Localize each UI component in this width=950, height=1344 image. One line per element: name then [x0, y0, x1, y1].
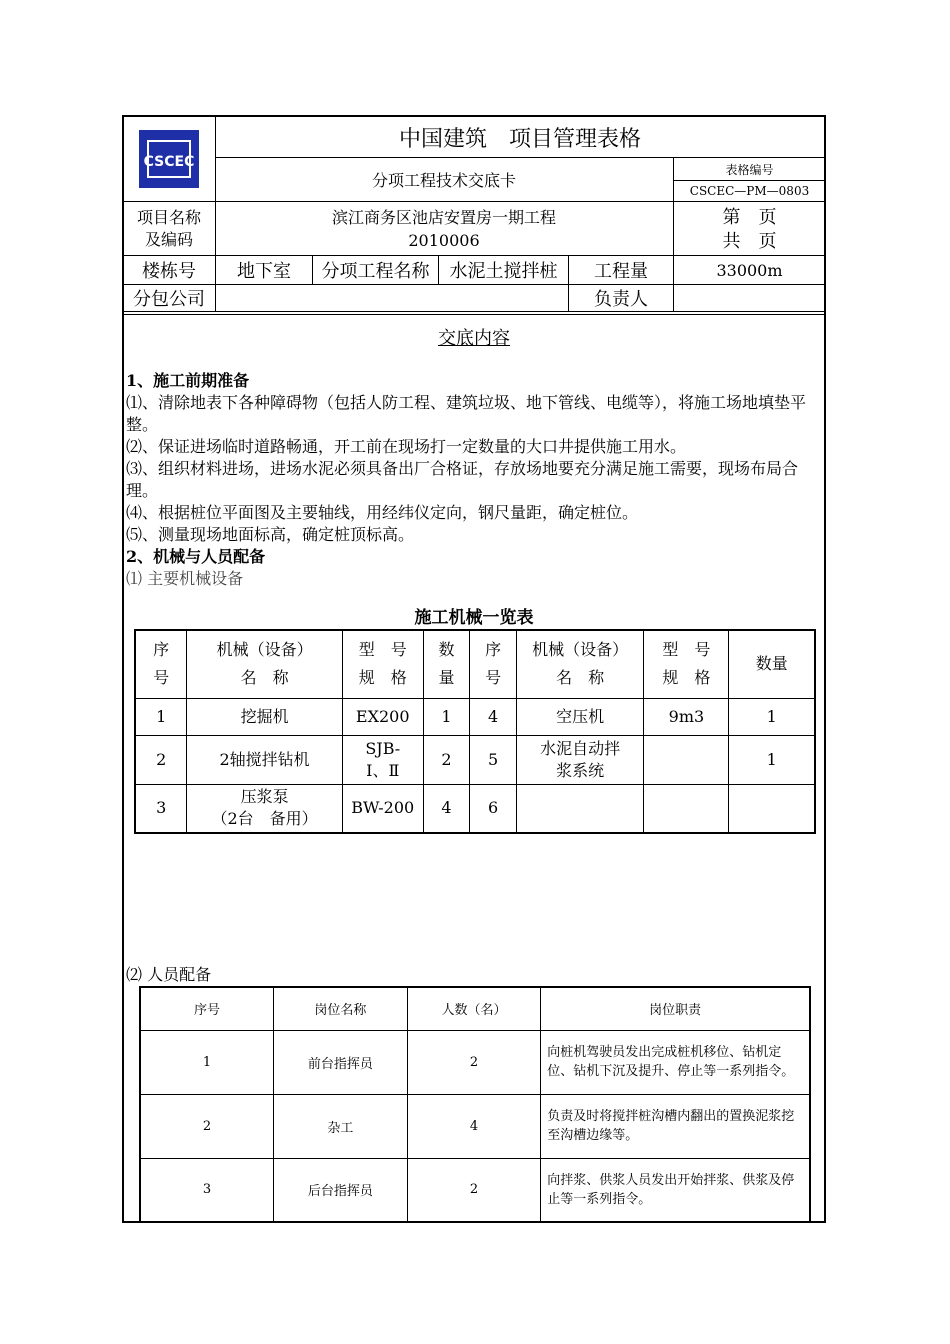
- prep-item-4: ⑷、根据桩位平面图及主要轴线，用经纬仪定向，钢尺量距，确定桩位。: [126, 503, 639, 522]
- table-row: [135, 735, 815, 784]
- header-cell: 机械（设备） 名 称: [187, 630, 342, 698]
- page-total: 共 页: [722, 231, 777, 252]
- project-name: 滨江商务区池店安置房一期工程: [331, 207, 556, 227]
- table-row: [140, 1158, 810, 1222]
- table-cell: 挖掘机: [187, 698, 342, 735]
- table-cell: 4: [470, 698, 517, 735]
- table-cell: 2轴搅拌钻机: [187, 735, 342, 784]
- page-number: 第 页: [722, 207, 777, 228]
- header-cell: 型 号 规 格: [342, 630, 423, 698]
- table-cell: 2: [407, 1158, 541, 1222]
- staff-table: [139, 986, 811, 1223]
- table-cell: 2: [135, 735, 187, 784]
- table-row: [135, 698, 815, 735]
- table-cell: 水泥自动拌 浆系统: [516, 735, 644, 784]
- header-cell: 序 号: [470, 630, 517, 698]
- machine-subheading: ⑴ 主要机械设备: [126, 569, 244, 588]
- header-cell: 岗位职责: [541, 987, 810, 1030]
- cscec-logo-mark-icon: [144, 137, 194, 181]
- building-label: 楼栋号: [142, 261, 196, 282]
- table-row: [140, 1030, 810, 1094]
- machine-table: [134, 629, 816, 834]
- table-cell: 向桩机驾驶员发出完成桩机移位、钻机定位、钻机下沉及提升、停止等一系列指令。: [541, 1030, 810, 1094]
- table-cell: 压浆泵 （2台 备用）: [187, 784, 342, 833]
- divider: [123, 311, 825, 312]
- table-cell: 3: [135, 784, 187, 833]
- responsible-value: [674, 285, 825, 311]
- table-cell: 2: [407, 1030, 541, 1094]
- header-cell: 岗位名称: [274, 987, 408, 1030]
- divider: [123, 314, 825, 315]
- table-cell: EX200: [342, 698, 423, 735]
- header-cell: 人数（名）: [407, 987, 541, 1030]
- table-cell: [729, 784, 815, 833]
- table-cell: 1: [729, 735, 815, 784]
- responsible-label: 负责人: [594, 289, 648, 310]
- section-1-title: 1、施工前期准备: [126, 371, 250, 390]
- table-cell: 4: [407, 1094, 541, 1158]
- table-cell: 1: [135, 698, 187, 735]
- table-cell: 前台指挥员: [274, 1030, 408, 1094]
- quantity-value: 33000m: [716, 260, 783, 280]
- header-cell: 序 号: [135, 630, 187, 698]
- table-cell: [516, 784, 644, 833]
- table-cell: 后台指挥员: [274, 1158, 408, 1222]
- prep-item-2: ⑵、保证进场临时道路畅通，开工前在现场打一定数量的大口井提供施工用水。: [126, 437, 687, 456]
- table-cell: BW-200: [342, 784, 423, 833]
- table-cell: 1: [140, 1030, 274, 1094]
- subcontractor-value: [216, 285, 568, 311]
- header-cell: 数量: [729, 630, 815, 698]
- section-2-title: 2、机械与人员配备: [126, 547, 266, 566]
- header-cell: 型 号 规 格: [644, 630, 729, 698]
- prep-item-5: ⑸、测量现场地面标高，确定桩顶标高。: [126, 525, 415, 544]
- quantity-label: 工程量: [594, 261, 648, 282]
- table-cell: 1: [729, 698, 815, 735]
- table-cell: SJB- Ⅰ、Ⅱ: [342, 735, 423, 784]
- content-heading: 交底内容: [438, 328, 510, 349]
- table-cell: 向拌浆、供浆人员发出开始拌浆、供浆及停止等一系列指令。: [541, 1158, 810, 1222]
- table-cell: [644, 784, 729, 833]
- table-cell: 1: [423, 698, 470, 735]
- machine-table-title: 施工机械一览表: [414, 607, 534, 628]
- project-label: 项目名称 及编码: [136, 207, 201, 249]
- project-code: 2010006: [408, 230, 480, 250]
- table-row: [140, 1094, 810, 1158]
- svg-text:CSCEC: CSCEC: [144, 154, 194, 170]
- header-cell: 数 量: [423, 630, 470, 698]
- table-cell: 9m3: [644, 698, 729, 735]
- form-no-label: 表格编号: [725, 162, 774, 177]
- staff-header-row: [140, 987, 810, 1030]
- table-cell: 2: [423, 735, 470, 784]
- subcontractor-label: 分包公司: [133, 289, 205, 310]
- building-value: 地下室: [237, 261, 291, 282]
- table-cell: 6: [470, 784, 517, 833]
- table-cell: 空压机: [516, 698, 644, 735]
- table-cell: 2: [140, 1094, 274, 1158]
- header-cell: 序号: [140, 987, 274, 1030]
- table-cell: 负责及时将搅拌桩沟槽内翻出的置换泥浆挖至沟槽边缘等。: [541, 1094, 810, 1158]
- subproject-value: 水泥土搅拌桩: [449, 261, 558, 282]
- table-cell: 5: [470, 735, 517, 784]
- table-cell: [644, 735, 729, 784]
- cscec-logo: [139, 130, 199, 188]
- staff-subheading: ⑵ 人员配备: [126, 965, 212, 984]
- table-row: [135, 784, 815, 833]
- divider: [123, 201, 825, 202]
- table-cell: 3: [140, 1158, 274, 1222]
- table-cell: 4: [423, 784, 470, 833]
- form-no: CSCEC—PM—0803: [689, 184, 810, 198]
- machine-header-row: [135, 630, 815, 698]
- prep-item-3: ⑶、组织材料进场，进场水泥必须具备出厂合格证，存放场地要充分满足施工需要，现场布局合理。: [126, 459, 799, 500]
- form-subtitle: 分项工程技术交底卡: [371, 171, 516, 190]
- header-cell: 机械（设备） 名 称: [516, 630, 644, 698]
- form-title: 中国建筑 项目管理表格: [398, 126, 641, 152]
- table-cell: 杂工: [274, 1094, 408, 1158]
- subproject-label: 分项工程名称: [321, 261, 430, 282]
- prep-item-1: ⑴、清除地表下各种障碍物（包括人防工程、建筑垃圾、地下管线、电缆等），将施工场地填垫平整。: [126, 393, 807, 434]
